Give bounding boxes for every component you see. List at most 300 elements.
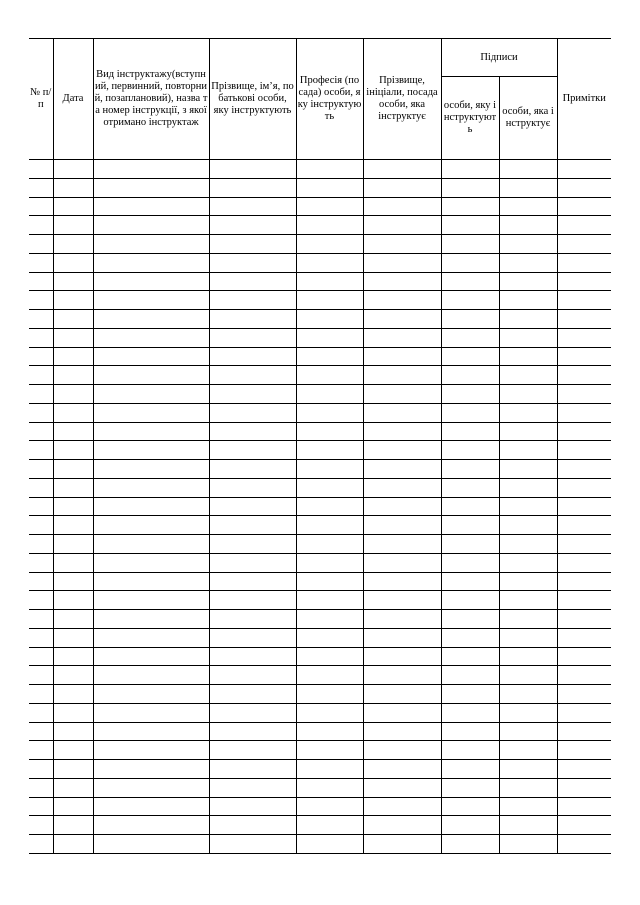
cell-signature-instructor[interactable] [499, 366, 557, 385]
cell-instruction-type[interactable] [93, 310, 209, 329]
cell-number[interactable] [29, 797, 53, 816]
cell-date[interactable] [53, 816, 93, 835]
cell-instruction-type[interactable] [93, 816, 209, 835]
cell-instructor[interactable] [363, 272, 441, 291]
cell-trainee-name[interactable] [209, 160, 296, 179]
cell-signature-instructor[interactable] [499, 160, 557, 179]
cell-instructor[interactable] [363, 703, 441, 722]
cell-trainee-name[interactable] [209, 741, 296, 760]
cell-trainee-name[interactable] [209, 328, 296, 347]
cell-trainee-profession[interactable] [296, 291, 363, 310]
cell-signature-trainee[interactable] [441, 497, 499, 516]
cell-trainee-name[interactable] [209, 703, 296, 722]
cell-signature-trainee[interactable] [441, 478, 499, 497]
cell-signature-instructor[interactable] [499, 291, 557, 310]
cell-trainee-profession[interactable] [296, 460, 363, 479]
cell-number[interactable] [29, 178, 53, 197]
cell-notes[interactable] [557, 197, 611, 216]
cell-trainee-profession[interactable] [296, 235, 363, 254]
cell-date[interactable] [53, 310, 93, 329]
cell-instruction-type[interactable] [93, 216, 209, 235]
cell-signature-trainee[interactable] [441, 291, 499, 310]
cell-instruction-type[interactable] [93, 553, 209, 572]
cell-trainee-name[interactable] [209, 272, 296, 291]
cell-number[interactable] [29, 310, 53, 329]
cell-date[interactable] [53, 553, 93, 572]
cell-trainee-profession[interactable] [296, 816, 363, 835]
cell-signature-instructor[interactable] [499, 272, 557, 291]
cell-signature-instructor[interactable] [499, 197, 557, 216]
cell-date[interactable] [53, 328, 93, 347]
cell-instructor[interactable] [363, 797, 441, 816]
cell-signature-instructor[interactable] [499, 553, 557, 572]
cell-trainee-profession[interactable] [296, 760, 363, 779]
cell-number[interactable] [29, 497, 53, 516]
cell-date[interactable] [53, 703, 93, 722]
cell-notes[interactable] [557, 722, 611, 741]
cell-notes[interactable] [557, 441, 611, 460]
cell-date[interactable] [53, 291, 93, 310]
cell-instruction-type[interactable] [93, 685, 209, 704]
cell-instructor[interactable] [363, 535, 441, 554]
cell-trainee-name[interactable] [209, 628, 296, 647]
cell-notes[interactable] [557, 591, 611, 610]
cell-signature-trainee[interactable] [441, 816, 499, 835]
cell-trainee-name[interactable] [209, 310, 296, 329]
cell-signature-trainee[interactable] [441, 422, 499, 441]
cell-instructor[interactable] [363, 422, 441, 441]
cell-instruction-type[interactable] [93, 291, 209, 310]
cell-number[interactable] [29, 741, 53, 760]
cell-signature-trainee[interactable] [441, 610, 499, 629]
cell-number[interactable] [29, 422, 53, 441]
cell-number[interactable] [29, 535, 53, 554]
cell-trainee-profession[interactable] [296, 516, 363, 535]
cell-trainee-profession[interactable] [296, 497, 363, 516]
cell-date[interactable] [53, 385, 93, 404]
cell-number[interactable] [29, 722, 53, 741]
cell-date[interactable] [53, 478, 93, 497]
cell-trainee-name[interactable] [209, 610, 296, 629]
cell-trainee-name[interactable] [209, 478, 296, 497]
cell-instructor[interactable] [363, 685, 441, 704]
cell-instruction-type[interactable] [93, 328, 209, 347]
cell-trainee-name[interactable] [209, 216, 296, 235]
cell-trainee-name[interactable] [209, 666, 296, 685]
cell-number[interactable] [29, 703, 53, 722]
cell-instruction-type[interactable] [93, 385, 209, 404]
cell-date[interactable] [53, 197, 93, 216]
cell-date[interactable] [53, 647, 93, 666]
cell-date[interactable] [53, 741, 93, 760]
cell-number[interactable] [29, 272, 53, 291]
cell-date[interactable] [53, 535, 93, 554]
cell-notes[interactable] [557, 797, 611, 816]
cell-date[interactable] [53, 178, 93, 197]
cell-notes[interactable] [557, 572, 611, 591]
cell-date[interactable] [53, 797, 93, 816]
cell-trainee-name[interactable] [209, 497, 296, 516]
cell-signature-trainee[interactable] [441, 460, 499, 479]
cell-notes[interactable] [557, 553, 611, 572]
cell-signature-instructor[interactable] [499, 816, 557, 835]
cell-instruction-type[interactable] [93, 441, 209, 460]
cell-signature-instructor[interactable] [499, 703, 557, 722]
cell-notes[interactable] [557, 253, 611, 272]
cell-instructor[interactable] [363, 722, 441, 741]
cell-instruction-type[interactable] [93, 347, 209, 366]
cell-signature-trainee[interactable] [441, 235, 499, 254]
cell-notes[interactable] [557, 460, 611, 479]
cell-instruction-type[interactable] [93, 722, 209, 741]
cell-notes[interactable] [557, 310, 611, 329]
cell-signature-instructor[interactable] [499, 385, 557, 404]
cell-signature-trainee[interactable] [441, 647, 499, 666]
cell-instruction-type[interactable] [93, 666, 209, 685]
cell-trainee-name[interactable] [209, 760, 296, 779]
cell-trainee-profession[interactable] [296, 835, 363, 854]
cell-number[interactable] [29, 760, 53, 779]
cell-trainee-profession[interactable] [296, 797, 363, 816]
cell-trainee-profession[interactable] [296, 703, 363, 722]
cell-instructor[interactable] [363, 291, 441, 310]
cell-notes[interactable] [557, 403, 611, 422]
cell-instructor[interactable] [363, 741, 441, 760]
cell-trainee-profession[interactable] [296, 572, 363, 591]
cell-instructor[interactable] [363, 235, 441, 254]
cell-date[interactable] [53, 253, 93, 272]
cell-signature-instructor[interactable] [499, 535, 557, 554]
cell-trainee-profession[interactable] [296, 178, 363, 197]
cell-date[interactable] [53, 160, 93, 179]
cell-signature-trainee[interactable] [441, 835, 499, 854]
cell-date[interactable] [53, 572, 93, 591]
cell-instructor[interactable] [363, 441, 441, 460]
cell-signature-instructor[interactable] [499, 441, 557, 460]
cell-date[interactable] [53, 441, 93, 460]
cell-trainee-name[interactable] [209, 835, 296, 854]
cell-instruction-type[interactable] [93, 610, 209, 629]
cell-notes[interactable] [557, 478, 611, 497]
cell-date[interactable] [53, 460, 93, 479]
cell-date[interactable] [53, 591, 93, 610]
cell-trainee-profession[interactable] [296, 347, 363, 366]
cell-instructor[interactable] [363, 347, 441, 366]
cell-number[interactable] [29, 610, 53, 629]
cell-signature-instructor[interactable] [499, 760, 557, 779]
cell-signature-trainee[interactable] [441, 628, 499, 647]
cell-notes[interactable] [557, 741, 611, 760]
cell-instructor[interactable] [363, 816, 441, 835]
cell-instruction-type[interactable] [93, 628, 209, 647]
cell-signature-trainee[interactable] [441, 516, 499, 535]
cell-signature-instructor[interactable] [499, 572, 557, 591]
cell-trainee-profession[interactable] [296, 403, 363, 422]
cell-notes[interactable] [557, 835, 611, 854]
cell-signature-trainee[interactable] [441, 553, 499, 572]
cell-number[interactable] [29, 366, 53, 385]
cell-instructor[interactable] [363, 610, 441, 629]
cell-date[interactable] [53, 666, 93, 685]
cell-instruction-type[interactable] [93, 591, 209, 610]
cell-signature-trainee[interactable] [441, 760, 499, 779]
cell-notes[interactable] [557, 516, 611, 535]
cell-date[interactable] [53, 216, 93, 235]
cell-notes[interactable] [557, 385, 611, 404]
cell-signature-instructor[interactable] [499, 460, 557, 479]
cell-signature-trainee[interactable] [441, 535, 499, 554]
cell-trainee-name[interactable] [209, 516, 296, 535]
cell-trainee-profession[interactable] [296, 741, 363, 760]
cell-trainee-profession[interactable] [296, 778, 363, 797]
cell-number[interactable] [29, 516, 53, 535]
cell-instructor[interactable] [363, 310, 441, 329]
cell-instructor[interactable] [363, 366, 441, 385]
cell-notes[interactable] [557, 497, 611, 516]
cell-number[interactable] [29, 291, 53, 310]
cell-signature-instructor[interactable] [499, 797, 557, 816]
cell-signature-instructor[interactable] [499, 591, 557, 610]
cell-notes[interactable] [557, 666, 611, 685]
cell-signature-instructor[interactable] [499, 685, 557, 704]
cell-number[interactable] [29, 553, 53, 572]
cell-trainee-profession[interactable] [296, 216, 363, 235]
cell-signature-instructor[interactable] [499, 610, 557, 629]
cell-notes[interactable] [557, 816, 611, 835]
cell-notes[interactable] [557, 178, 611, 197]
cell-notes[interactable] [557, 647, 611, 666]
cell-trainee-name[interactable] [209, 347, 296, 366]
cell-instructor[interactable] [363, 478, 441, 497]
cell-notes[interactable] [557, 291, 611, 310]
cell-instructor[interactable] [363, 385, 441, 404]
cell-signature-trainee[interactable] [441, 722, 499, 741]
cell-instructor[interactable] [363, 516, 441, 535]
cell-trainee-profession[interactable] [296, 197, 363, 216]
cell-instructor[interactable] [363, 497, 441, 516]
cell-number[interactable] [29, 235, 53, 254]
cell-signature-instructor[interactable] [499, 178, 557, 197]
cell-instruction-type[interactable] [93, 760, 209, 779]
cell-signature-trainee[interactable] [441, 797, 499, 816]
cell-date[interactable] [53, 497, 93, 516]
cell-notes[interactable] [557, 610, 611, 629]
cell-instructor[interactable] [363, 460, 441, 479]
cell-date[interactable] [53, 778, 93, 797]
cell-signature-instructor[interactable] [499, 666, 557, 685]
cell-instructor[interactable] [363, 328, 441, 347]
cell-date[interactable] [53, 628, 93, 647]
cell-signature-instructor[interactable] [499, 835, 557, 854]
cell-signature-trainee[interactable] [441, 591, 499, 610]
cell-signature-trainee[interactable] [441, 253, 499, 272]
cell-trainee-profession[interactable] [296, 310, 363, 329]
cell-number[interactable] [29, 160, 53, 179]
cell-trainee-name[interactable] [209, 235, 296, 254]
cell-instruction-type[interactable] [93, 497, 209, 516]
cell-trainee-profession[interactable] [296, 610, 363, 629]
cell-instruction-type[interactable] [93, 403, 209, 422]
cell-trainee-name[interactable] [209, 197, 296, 216]
cell-signature-trainee[interactable] [441, 572, 499, 591]
cell-trainee-profession[interactable] [296, 628, 363, 647]
cell-trainee-name[interactable] [209, 178, 296, 197]
cell-date[interactable] [53, 835, 93, 854]
cell-signature-trainee[interactable] [441, 216, 499, 235]
cell-instructor[interactable] [363, 403, 441, 422]
cell-signature-trainee[interactable] [441, 403, 499, 422]
cell-instruction-type[interactable] [93, 253, 209, 272]
cell-trainee-profession[interactable] [296, 722, 363, 741]
cell-number[interactable] [29, 591, 53, 610]
cell-trainee-profession[interactable] [296, 553, 363, 572]
cell-notes[interactable] [557, 422, 611, 441]
cell-notes[interactable] [557, 535, 611, 554]
cell-instruction-type[interactable] [93, 178, 209, 197]
cell-instructor[interactable] [363, 572, 441, 591]
cell-instruction-type[interactable] [93, 535, 209, 554]
cell-instructor[interactable] [363, 160, 441, 179]
cell-trainee-profession[interactable] [296, 535, 363, 554]
cell-trainee-name[interactable] [209, 572, 296, 591]
cell-trainee-name[interactable] [209, 816, 296, 835]
cell-signature-instructor[interactable] [499, 253, 557, 272]
cell-trainee-profession[interactable] [296, 366, 363, 385]
cell-trainee-name[interactable] [209, 366, 296, 385]
cell-number[interactable] [29, 460, 53, 479]
cell-signature-instructor[interactable] [499, 628, 557, 647]
cell-instructor[interactable] [363, 253, 441, 272]
cell-notes[interactable] [557, 216, 611, 235]
cell-instructor[interactable] [363, 647, 441, 666]
cell-instruction-type[interactable] [93, 647, 209, 666]
cell-instruction-type[interactable] [93, 778, 209, 797]
cell-number[interactable] [29, 385, 53, 404]
cell-instruction-type[interactable] [93, 572, 209, 591]
cell-trainee-name[interactable] [209, 591, 296, 610]
cell-signature-trainee[interactable] [441, 160, 499, 179]
cell-instructor[interactable] [363, 778, 441, 797]
cell-date[interactable] [53, 760, 93, 779]
cell-number[interactable] [29, 403, 53, 422]
cell-date[interactable] [53, 610, 93, 629]
cell-number[interactable] [29, 647, 53, 666]
cell-trainee-profession[interactable] [296, 441, 363, 460]
cell-signature-trainee[interactable] [441, 685, 499, 704]
cell-trainee-profession[interactable] [296, 666, 363, 685]
cell-signature-trainee[interactable] [441, 347, 499, 366]
cell-instruction-type[interactable] [93, 835, 209, 854]
cell-notes[interactable] [557, 328, 611, 347]
cell-signature-trainee[interactable] [441, 741, 499, 760]
cell-notes[interactable] [557, 347, 611, 366]
cell-signature-instructor[interactable] [499, 722, 557, 741]
cell-trainee-name[interactable] [209, 441, 296, 460]
cell-signature-trainee[interactable] [441, 441, 499, 460]
cell-notes[interactable] [557, 628, 611, 647]
cell-date[interactable] [53, 272, 93, 291]
cell-trainee-name[interactable] [209, 722, 296, 741]
cell-trainee-name[interactable] [209, 403, 296, 422]
cell-trainee-name[interactable] [209, 685, 296, 704]
cell-trainee-name[interactable] [209, 291, 296, 310]
cell-signature-trainee[interactable] [441, 197, 499, 216]
cell-signature-trainee[interactable] [441, 178, 499, 197]
cell-instruction-type[interactable] [93, 460, 209, 479]
cell-instructor[interactable] [363, 760, 441, 779]
cell-trainee-name[interactable] [209, 422, 296, 441]
cell-signature-trainee[interactable] [441, 366, 499, 385]
cell-number[interactable] [29, 778, 53, 797]
cell-instructor[interactable] [363, 666, 441, 685]
cell-trainee-profession[interactable] [296, 272, 363, 291]
cell-trainee-name[interactable] [209, 385, 296, 404]
cell-trainee-profession[interactable] [296, 647, 363, 666]
cell-notes[interactable] [557, 685, 611, 704]
cell-signature-instructor[interactable] [499, 235, 557, 254]
cell-notes[interactable] [557, 703, 611, 722]
cell-date[interactable] [53, 516, 93, 535]
cell-trainee-name[interactable] [209, 253, 296, 272]
cell-instruction-type[interactable] [93, 272, 209, 291]
cell-signature-trainee[interactable] [441, 703, 499, 722]
cell-instruction-type[interactable] [93, 703, 209, 722]
cell-instruction-type[interactable] [93, 366, 209, 385]
cell-number[interactable] [29, 197, 53, 216]
cell-trainee-profession[interactable] [296, 328, 363, 347]
cell-date[interactable] [53, 403, 93, 422]
cell-trainee-name[interactable] [209, 647, 296, 666]
cell-instructor[interactable] [363, 628, 441, 647]
cell-trainee-profession[interactable] [296, 478, 363, 497]
cell-instruction-type[interactable] [93, 235, 209, 254]
cell-instruction-type[interactable] [93, 516, 209, 535]
cell-trainee-profession[interactable] [296, 160, 363, 179]
cell-instruction-type[interactable] [93, 478, 209, 497]
cell-instructor[interactable] [363, 197, 441, 216]
cell-trainee-name[interactable] [209, 553, 296, 572]
cell-date[interactable] [53, 347, 93, 366]
cell-trainee-name[interactable] [209, 460, 296, 479]
cell-number[interactable] [29, 328, 53, 347]
cell-signature-instructor[interactable] [499, 422, 557, 441]
cell-number[interactable] [29, 478, 53, 497]
cell-signature-trainee[interactable] [441, 666, 499, 685]
cell-notes[interactable] [557, 778, 611, 797]
cell-trainee-profession[interactable] [296, 253, 363, 272]
cell-signature-instructor[interactable] [499, 347, 557, 366]
cell-notes[interactable] [557, 160, 611, 179]
cell-notes[interactable] [557, 760, 611, 779]
cell-number[interactable] [29, 441, 53, 460]
cell-signature-instructor[interactable] [499, 497, 557, 516]
cell-instruction-type[interactable] [93, 422, 209, 441]
cell-signature-trainee[interactable] [441, 385, 499, 404]
cell-instructor[interactable] [363, 835, 441, 854]
cell-instruction-type[interactable] [93, 741, 209, 760]
cell-signature-trainee[interactable] [441, 310, 499, 329]
cell-signature-trainee[interactable] [441, 272, 499, 291]
cell-number[interactable] [29, 816, 53, 835]
cell-signature-instructor[interactable] [499, 778, 557, 797]
cell-signature-instructor[interactable] [499, 403, 557, 422]
cell-instructor[interactable] [363, 178, 441, 197]
cell-number[interactable] [29, 216, 53, 235]
cell-instruction-type[interactable] [93, 160, 209, 179]
cell-number[interactable] [29, 628, 53, 647]
cell-number[interactable] [29, 685, 53, 704]
cell-date[interactable] [53, 235, 93, 254]
